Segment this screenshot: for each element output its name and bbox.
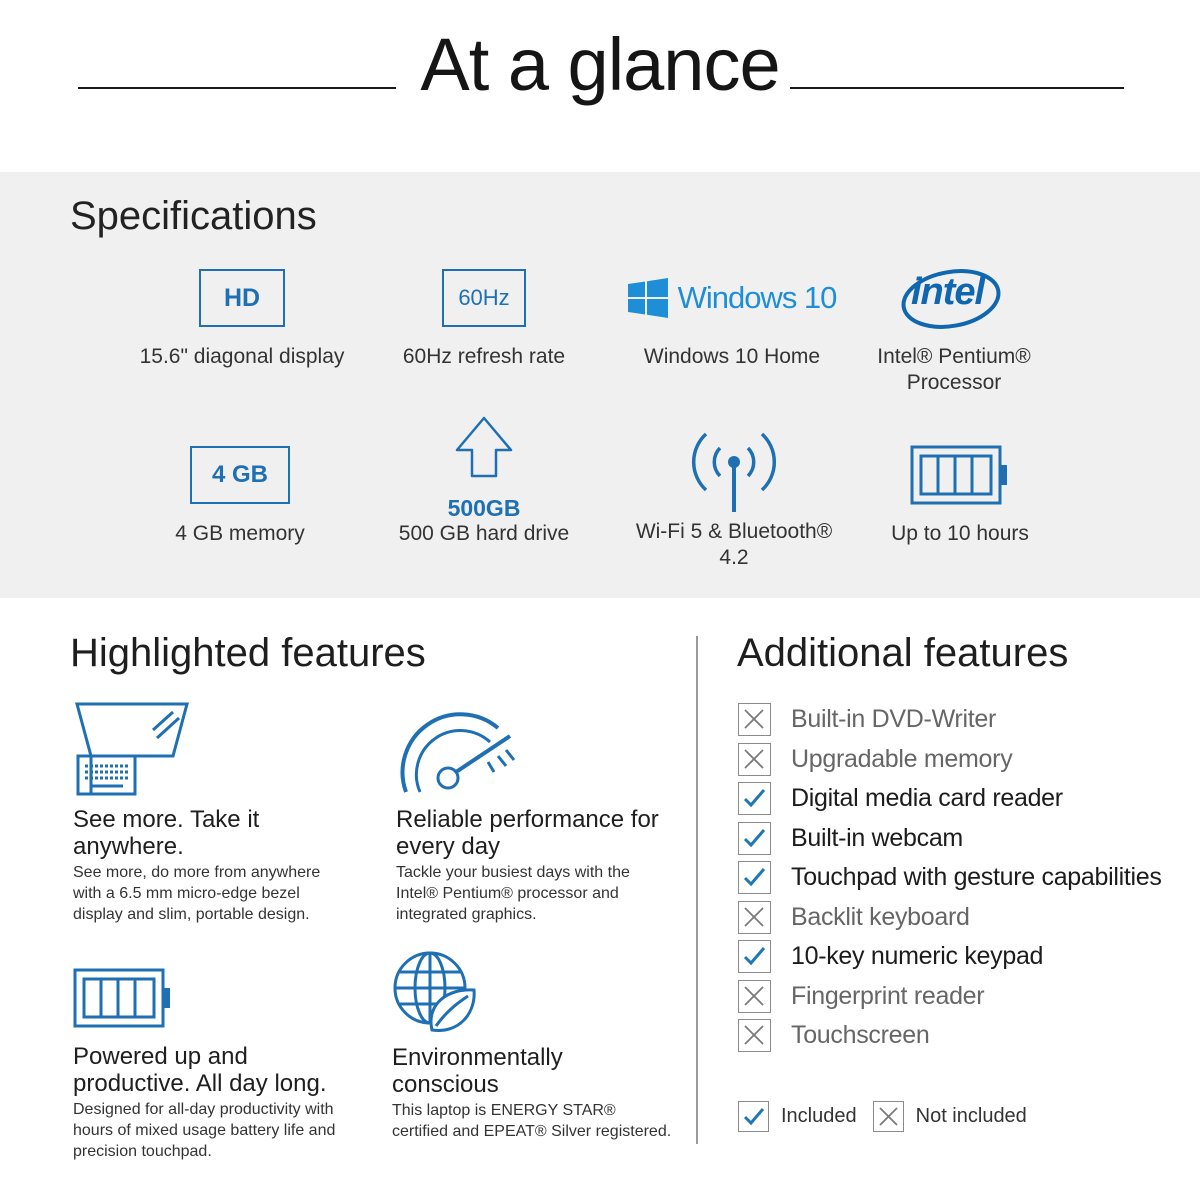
spec-memory: [130, 434, 350, 547]
globe-leaf-icon: [392, 950, 672, 1036]
spec-label: 15.6" diagonal display: [139, 345, 345, 368]
storage-arrow-icon: [374, 416, 594, 521]
spec-label: Up to 10 hours: [891, 522, 1029, 545]
legend-included-label: Included: [781, 1105, 857, 1127]
spec-label: Intel® Pentium® Processor: [877, 345, 1031, 394]
page-title: At a glance: [420, 23, 780, 106]
additional-feature-item: [738, 1016, 1188, 1056]
feature-environment: [392, 950, 672, 1142]
page-header: [0, 0, 1200, 172]
feature-title: Reliable performance for every day: [396, 806, 659, 860]
battery-icon: [850, 434, 1070, 516]
hd-display-icon: HD: [199, 269, 285, 327]
additional-feature-label: Fingerprint reader: [791, 981, 985, 1010]
cross-icon: [738, 703, 771, 736]
additional-feature-label: Built-in DVD-Writer: [791, 705, 996, 734]
speedometer-icon: [396, 700, 676, 800]
additional-feature-label: Built-in webcam: [791, 823, 963, 852]
legend-not-included-label: Not included: [915, 1105, 1027, 1127]
feature-battery: [73, 966, 353, 1162]
spec-wireless: [624, 420, 844, 571]
highlighted-features-title: Highlighted features: [70, 631, 426, 675]
additional-feature-item: [738, 898, 1188, 938]
specifications-title: Specifications: [70, 194, 317, 238]
cross-icon: [873, 1101, 904, 1132]
intel-logo-icon: [899, 263, 1009, 333]
feature-description: Tackle your busiest days with the Intel® Pentium® processor and integrated graphics.: [396, 864, 630, 923]
additional-feature-item: [738, 977, 1188, 1017]
check-icon: [738, 822, 771, 855]
additional-feature-label: Upgradable memory: [791, 744, 1013, 773]
spec-os: [622, 257, 842, 370]
spec-storage: [374, 416, 594, 547]
windows-logo-icon: [628, 278, 837, 318]
additional-features-title: Additional features: [737, 631, 1069, 675]
spec-processor: [844, 257, 1064, 396]
windows-wordmark: Windows 10: [677, 280, 837, 315]
additional-feature-label: Touchscreen: [791, 1021, 930, 1050]
feature-title: Powered up and productive. All day long.: [73, 1043, 327, 1097]
spec-battery: [850, 434, 1070, 547]
column-divider: [696, 636, 698, 1144]
feature-title: Environmentally conscious: [392, 1044, 563, 1098]
feature-performance: [396, 700, 676, 925]
memory-icon: 4 GB: [190, 446, 290, 504]
legend: [738, 1101, 1027, 1132]
storage-size-text: 500GB: [447, 495, 521, 521]
additional-feature-item: [738, 700, 1188, 740]
feature-description: See more, do more from anywhere with a 6.5 mm micro-edge bezel display and slim, portable design.: [73, 864, 321, 923]
additional-feature-label: Digital media card reader: [791, 784, 1063, 813]
intel-wordmark: intel: [911, 271, 985, 313]
additional-feature-label: 10-key numeric keypad: [791, 942, 1044, 971]
feature-description: Designed for all-day productivity with hours of mixed usage battery life and precision touchpad.: [73, 1101, 336, 1160]
check-icon: [738, 861, 771, 894]
additional-feature-item: [738, 740, 1188, 780]
spec-label: Wi-Fi 5 & Bluetooth® 4.2: [635, 520, 833, 569]
spec-refresh-rate: [374, 257, 594, 370]
additional-feature-item: [738, 937, 1188, 977]
additional-features-list: [738, 700, 1188, 1056]
additional-feature-item: [738, 858, 1188, 898]
additional-feature-label: Touchpad with gesture capabilities: [791, 863, 1162, 892]
cross-icon: [738, 1019, 771, 1052]
feature-title: See more. Take it anywhere.: [73, 806, 260, 860]
spec-label: 60Hz refresh rate: [402, 345, 566, 368]
additional-feature-label: Backlit keyboard: [791, 902, 970, 931]
spec-label: 4 GB memory: [175, 522, 305, 545]
cross-icon: [738, 743, 771, 776]
spec-label: 500 GB hard drive: [398, 522, 570, 545]
check-icon: [738, 940, 771, 973]
feature-description: This laptop is ENERGY STAR® certified and EPEAT® Silver registered.: [392, 1102, 672, 1140]
cross-icon: [738, 980, 771, 1013]
refresh-rate-icon: 60Hz: [442, 269, 526, 327]
additional-feature-item: [738, 819, 1188, 859]
battery-icon: [73, 966, 353, 1036]
check-icon: [738, 782, 771, 815]
wifi-antenna-icon: [624, 420, 844, 516]
check-icon: [738, 1101, 769, 1132]
feature-portable: [73, 700, 353, 925]
specifications-panel: [0, 172, 1200, 598]
header-rule-right: [790, 87, 1124, 89]
spec-display: [132, 257, 352, 370]
cross-icon: [738, 901, 771, 934]
laptop-icon: [73, 700, 353, 800]
spec-label: Windows 10 Home: [643, 345, 821, 368]
additional-feature-item: [738, 779, 1188, 819]
